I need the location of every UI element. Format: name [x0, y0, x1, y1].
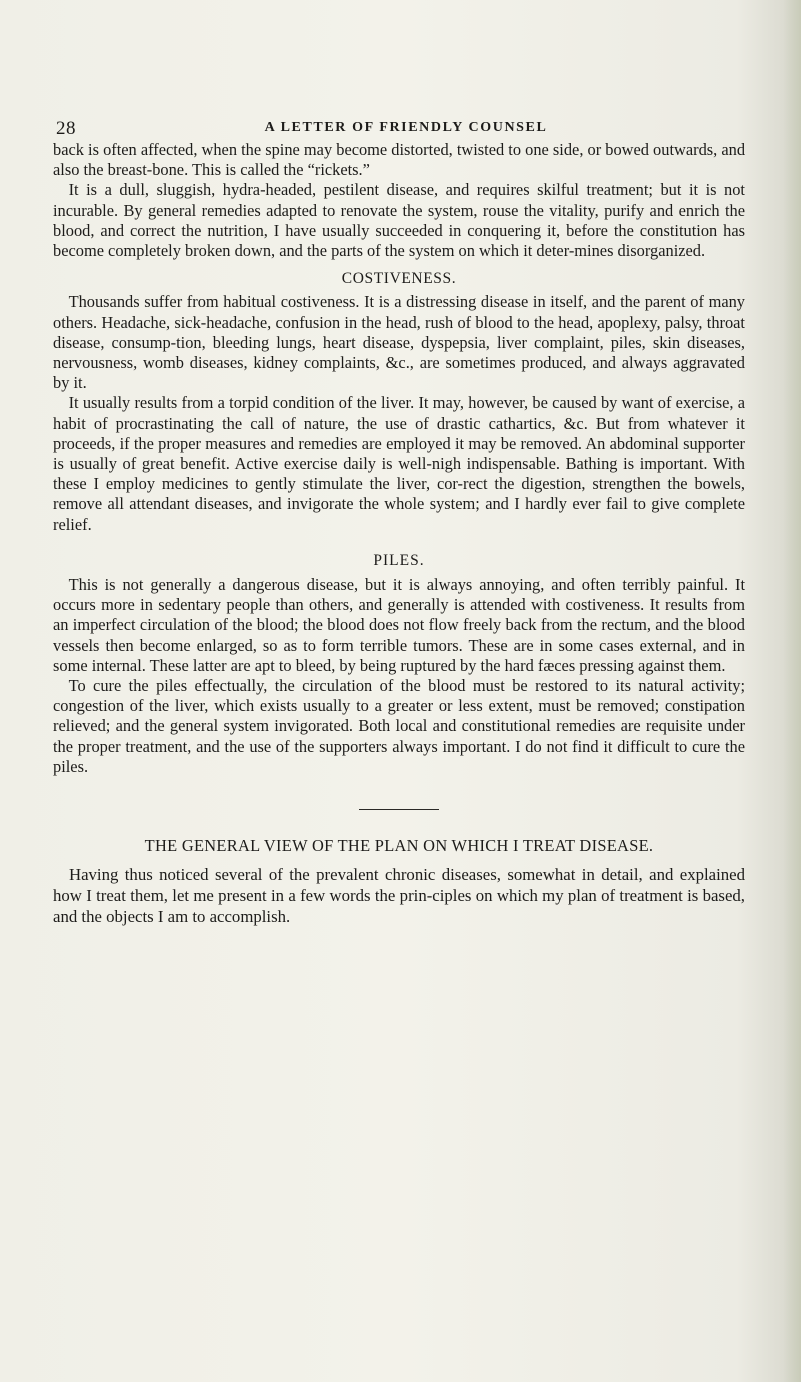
paragraph-rickets-treatment: It is a dull, sluggish, hydra-headed, pestilent disease, and requires skilful treatment; but it is not incurable. By general remedies adapted to renovate the system, rouse the vitality, purify and enrich the blood, and correct the nutrition, I have usually succeeded in conquering it, before the constitution has become completely broken down, and the parts of the system on which it deter-mines disorganized.	[53, 180, 745, 261]
page-header	[56, 118, 756, 142]
running-title: A LETTER OF FRIENDLY COUNSEL	[264, 120, 548, 135]
paragraph-costiveness-intro: Thousands suffer from habitual costiveness. It is a distressing disease in itself, and the parent of many others. Headache, sick-headache, confusion in the head, rush of blood to the head, apoplexy, palsy, throat disease, consump-tion, bleeding lungs, heart disease, dyspepsia, liver complaint, piles, skin diseases, nervousness, womb diseases, kidney complaints, &c., are sometimes produced, and always aggravated by it.	[53, 292, 745, 393]
paragraph-rickets-end: back is often affected, when the spine may become distorted, twisted to one side, or bowed outwards, and also the breast-bone. This is called the “rickets.”	[53, 140, 746, 180]
page-body	[53, 140, 745, 927]
section-divider	[359, 809, 439, 810]
paragraph-piles-intro: This is not generally a dangerous disease, but it is always annoying, and often terribly painful. It occurs more in sedentary people than others, and generally is attended with costiveness. It results from an imperfect circulation of the blood; the blood does not flow freely back from the rectum, and the blood vessels then become enlarged, so as to form terrible tumors. These are in some cases external, and in some internal. These latter are apt to bleed, by being ruptured by the hard fæces pressing against them.	[53, 575, 745, 675]
section-heading-piles: PILES.	[373, 551, 425, 569]
paragraph-general-view: Having thus noticed several of the prevalent chronic diseases, somewhat in detail, and explained how I treat them, let me present in a few words the prin-ciples on which my plan of treatment is based, and the objects I am to accomplish.	[53, 865, 745, 927]
section-heading-general-view: THE GENERAL VIEW OF THE PLAN ON WHICH I TREAT DISEASE.	[144, 836, 654, 856]
section-heading-costiveness: COSTIVENESS.	[341, 270, 457, 288]
page-edge-shadow	[783, 0, 801, 1382]
page-number: 28	[56, 118, 76, 139]
paragraph-costiveness-treatment: It usually results from a torpid condition of the liver. It may, however, be caused by want of exercise, a habit of procrastinating the call of nature, the use of drastic cathartics, &c. But from whatever it proceeds, if the proper measures and remedies are employed it may be removed. An abdominal supporter is usually of great benefit. Active exercise daily is well-nigh indispensable. Bathing is important. With these I employ medicines to gently stimulate the liver, cor-rect the digestion, strengthen the bowels, remove all attendant diseases, and invigorate the whole system; and I hardly ever fail to give complete relief.	[53, 393, 745, 534]
paragraph-piles-treatment: To cure the piles effectually, the circulation of the blood must be restored to its natural activity; congestion of the liver, which exists usually to a greater or less extent, must be removed; constipation relieved; and the general system invigorated. Both local and constitutional remedies are requisite under the proper treatment, and the use of the supporters always important. I do not find it difficult to cure the piles.	[53, 676, 745, 776]
